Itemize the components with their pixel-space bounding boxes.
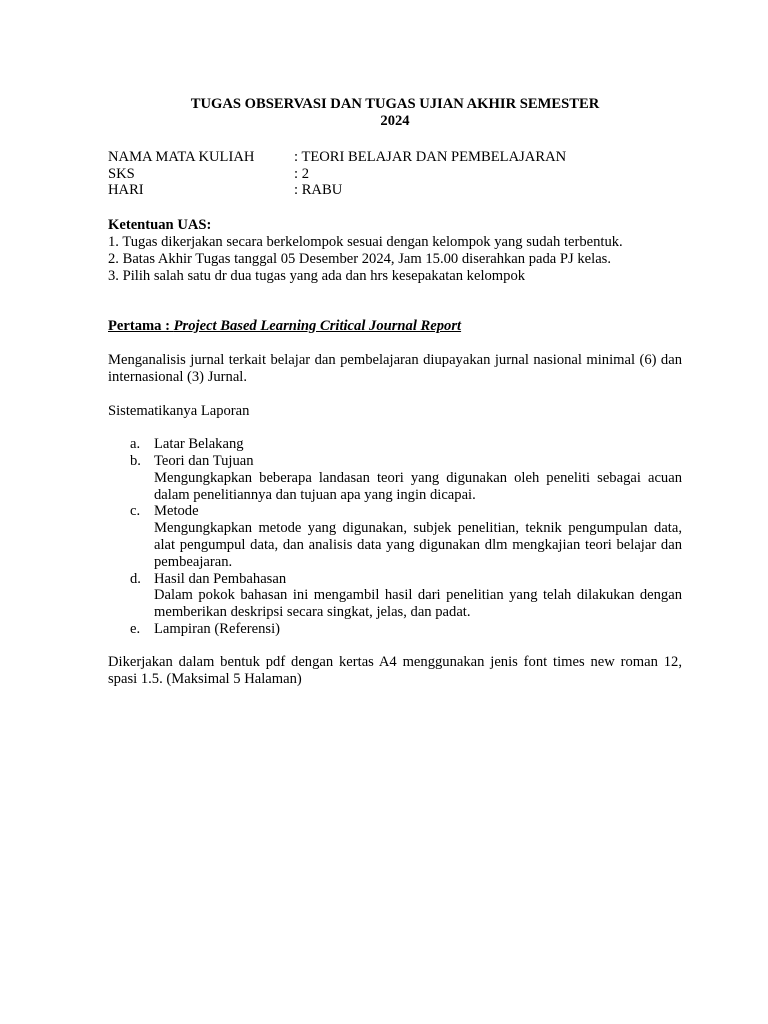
pertama-title: Project Based Learning Critical Journal Report: [173, 318, 462, 335]
ketentuan-item: 2. Batas Akhir Tugas tanggal 05 Desember 2024, Jam 15.00 diserahkan pada PJ kelas.: [108, 250, 612, 267]
list-marker: d.: [130, 570, 141, 587]
list-item-description: Mengungkapkan beberapa landasan teori yang digunakan oleh peneliti sebagai acuan dalam penelitiannya dan tujuan apa yang ingin dicapai.: [154, 469, 682, 503]
info-label: HARI: [108, 182, 144, 199]
info-value: : 2: [294, 165, 309, 182]
info-value: : TEORI BELAJAR DAN PEMBELAJARAN: [294, 149, 567, 165]
list-item-description: Dalam pokok bahasan ini mengambil hasil dari penelitian yang telah dilakukan dengan memberikan deskripsi secara singkat, jelas, dan padat.: [154, 587, 682, 621]
document-title-line1: TUGAS OBSERVASI DAN TUGAS UJIAN AKHIR SEMESTER: [190, 96, 600, 112]
info-label: SKS: [108, 165, 135, 182]
document-page: [108, 96, 682, 688]
list-item-title: Latar Belakang: [154, 436, 244, 453]
info-row-course-name: [108, 149, 682, 166]
list-item-title: Hasil dan Pembahasan: [154, 570, 287, 587]
sistematika-list: [108, 436, 682, 638]
pertama-label: Pertama :: [108, 318, 174, 335]
list-item: [130, 453, 682, 503]
ketentuan-item: 1. Tugas dikerjakan secara berkelompok sesuai dengan kelompok yang sudah terbentuk.: [108, 234, 623, 251]
info-label: NAMA MATA KULIAH: [108, 149, 255, 165]
list-item-description: Mengungkapkan metode yang digunakan, subjek penelitian, teknik pengumpulan data, alat pengumpul data, dan analisis data yang digunakan dlm mengkajian teori belajar dan pembeajaran.: [154, 520, 682, 570]
ketentuan-item: 3. Pilih salah satu dr dua tugas yang ada dan hrs kesepakatan kelompok: [108, 267, 526, 284]
info-row-sks: [108, 166, 682, 183]
pertama-heading: [108, 318, 682, 335]
intro-paragraph: Menganalisis jurnal terkait belajar dan pembelajaran diupayakan jurnal nasional minimal (6) dan internasional (3) Jurnal.: [108, 352, 682, 386]
list-item-title: Lampiran (Referensi): [154, 620, 281, 637]
list-item: [130, 620, 682, 638]
list-item: [130, 436, 682, 453]
info-value: : RABU: [294, 182, 343, 199]
list-marker: a.: [130, 436, 141, 453]
sistematika-heading: Sistematikanya Laporan: [108, 403, 250, 420]
course-info: [108, 149, 682, 199]
list-marker: e.: [130, 620, 141, 637]
closing-paragraph: Dikerjakan dalam bentuk pdf dengan kertas A4 menggunakan jenis font times new roman 12, spasi 1.5. (Maksimal 5 Halaman): [108, 653, 682, 687]
list-item-title: Teori dan Tujuan: [154, 453, 254, 470]
list-marker: b.: [130, 453, 141, 470]
list-item: [130, 503, 682, 570]
list-item-title: Metode: [154, 503, 199, 520]
list-marker: c.: [130, 503, 141, 520]
info-row-day: [108, 182, 682, 199]
document-title-line2: 2024: [380, 113, 410, 129]
list-item: [130, 570, 682, 621]
ketentuan-heading: Ketentuan UAS:: [108, 217, 212, 234]
